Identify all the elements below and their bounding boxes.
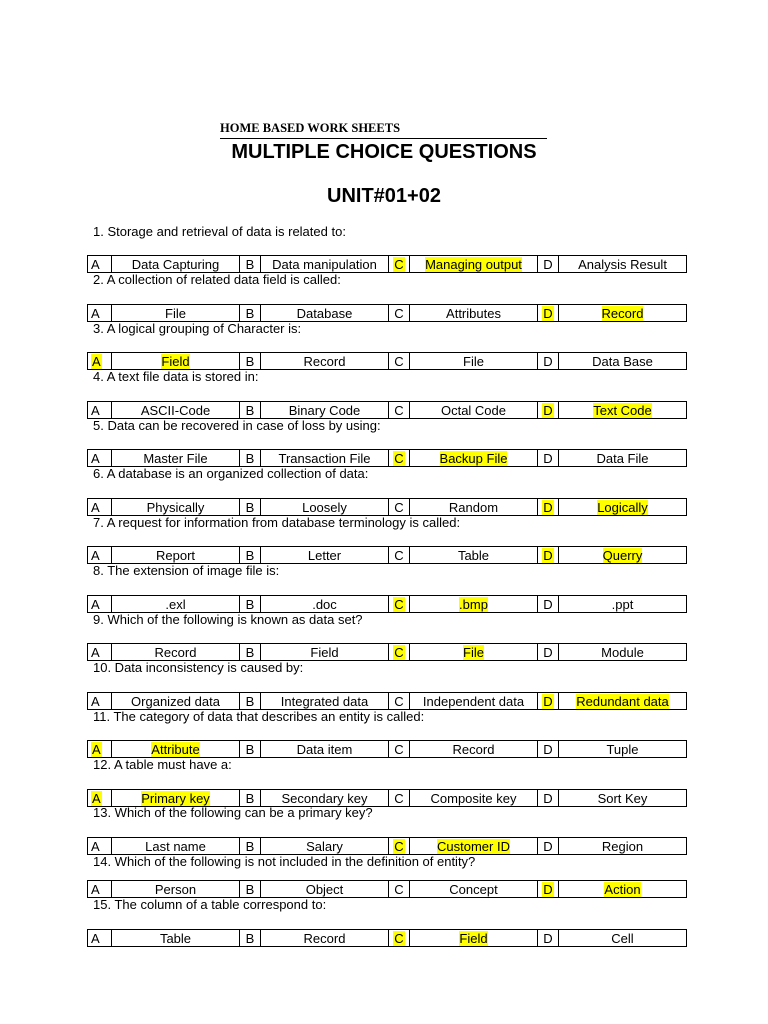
option-letter-cell — [389, 353, 410, 370]
option-letter: A — [91, 644, 100, 660]
correct-answer-text: Backup File — [439, 450, 508, 466]
option-answer-cell — [559, 305, 687, 322]
option-letter: C — [394, 644, 404, 660]
option-letter-cell — [240, 402, 261, 419]
option-letter-cell — [240, 596, 261, 613]
option-answer-cell — [559, 790, 687, 807]
option-letter-cell — [538, 693, 559, 710]
options-row — [88, 353, 687, 370]
options-row — [88, 450, 687, 467]
option-letter-cell — [88, 256, 112, 273]
option-text: Record — [303, 353, 346, 369]
option-letter-cell — [240, 499, 261, 516]
options-row — [88, 930, 687, 947]
option-answer-cell — [559, 881, 687, 898]
option-letter-cell — [389, 693, 410, 710]
option-answer-cell — [261, 256, 389, 273]
option-answer-cell — [261, 838, 389, 855]
option-text: Analysis Result — [578, 256, 667, 272]
option-letter: C — [394, 305, 404, 321]
options-row — [88, 402, 687, 419]
option-text: Field — [310, 644, 339, 660]
option-text: Random — [448, 499, 499, 515]
option-text: Binary Code — [288, 402, 361, 418]
option-letter: D — [543, 644, 553, 660]
option-answer-cell — [559, 741, 687, 758]
correct-answer-text: File — [463, 644, 484, 660]
option-text: Master File — [143, 450, 208, 466]
option-text: ASCII-Code — [140, 402, 211, 418]
options-table — [87, 546, 687, 564]
option-letter-cell — [88, 741, 112, 758]
options-row — [88, 596, 687, 613]
correct-answer-text: Record — [601, 305, 644, 321]
option-text: Secondary key — [281, 790, 368, 806]
option-text: File — [165, 305, 186, 321]
option-text: Table — [457, 547, 490, 563]
option-answer-cell — [559, 353, 687, 370]
option-text: .doc — [312, 596, 337, 612]
option-answer-cell — [410, 790, 538, 807]
option-text: Object — [305, 881, 344, 897]
option-answer-cell — [261, 790, 389, 807]
option-text: Region — [601, 838, 644, 854]
option-text: Report — [155, 547, 196, 563]
option-answer-cell — [261, 402, 389, 419]
option-letter-cell — [389, 790, 410, 807]
correct-answer-text: Attribute — [151, 741, 200, 757]
correct-answer-text: Field — [459, 930, 488, 946]
option-answer-cell — [559, 930, 687, 947]
options-table — [87, 929, 687, 947]
option-answer-cell — [261, 305, 389, 322]
option-letter-cell — [538, 881, 559, 898]
option-letter-cell — [538, 547, 559, 564]
option-text: .exl — [165, 596, 186, 612]
question-text: 5. Data can be recovered in case of loss by using: — [93, 418, 381, 433]
question-text: 14. Which of the following is not included in the definition of entity? — [93, 854, 476, 869]
option-letter: D — [543, 741, 553, 757]
option-letter: C — [394, 402, 404, 418]
question-text: 4. A text file data is stored in: — [93, 369, 259, 384]
option-answer-cell — [112, 353, 240, 370]
option-letter: B — [245, 256, 255, 272]
option-letter-cell — [389, 741, 410, 758]
option-answer-cell — [559, 596, 687, 613]
option-answer-cell — [112, 305, 240, 322]
option-letter: A — [92, 353, 101, 369]
option-letter: A — [91, 402, 100, 418]
correct-answer-text: Customer ID — [437, 838, 510, 854]
option-text: Organized data — [131, 693, 220, 709]
option-letter: D — [543, 402, 553, 418]
correct-answer-text: Redundant data — [576, 693, 669, 709]
option-letter-cell — [88, 693, 112, 710]
option-letter: A — [91, 930, 100, 946]
option-letter-cell — [538, 402, 559, 419]
option-letter-cell — [88, 450, 112, 467]
option-text: Record — [154, 644, 197, 660]
option-answer-cell — [410, 838, 538, 855]
option-letter-cell — [389, 402, 410, 419]
option-text: Octal Code — [440, 402, 507, 418]
option-answer-cell — [112, 256, 240, 273]
option-letter: C — [394, 930, 404, 946]
question-text: 7. A request for information from database terminology is called: — [93, 515, 461, 530]
option-letter: D — [543, 693, 553, 709]
option-answer-cell — [261, 499, 389, 516]
option-answer-cell — [410, 353, 538, 370]
correct-answer-text: Action — [604, 881, 641, 897]
option-letter-cell — [240, 790, 261, 807]
option-answer-cell — [559, 547, 687, 564]
option-letter: A — [92, 741, 101, 757]
option-text: Module — [601, 644, 644, 660]
option-answer-cell — [261, 353, 389, 370]
option-answer-cell — [410, 450, 538, 467]
option-letter: B — [245, 693, 255, 709]
options-table — [87, 643, 687, 661]
option-text: Database — [296, 305, 353, 321]
option-letter-cell — [88, 596, 112, 613]
option-letter: D — [543, 838, 553, 854]
option-letter-cell — [538, 838, 559, 855]
options-row — [88, 693, 687, 710]
options-table — [87, 352, 687, 370]
options-table — [87, 498, 687, 516]
option-letter-cell — [240, 256, 261, 273]
option-letter: D — [543, 596, 553, 612]
option-answer-cell — [410, 499, 538, 516]
option-letter: B — [245, 499, 255, 515]
option-letter-cell — [389, 881, 410, 898]
correct-answer-text: Querry — [602, 547, 643, 563]
option-text: Attributes — [446, 305, 501, 321]
option-letter: B — [245, 644, 255, 660]
option-text: Data Capturing — [131, 256, 220, 272]
option-letter: A — [91, 450, 100, 466]
option-letter-cell — [538, 353, 559, 370]
option-letter: D — [543, 353, 553, 369]
option-letter-cell — [389, 499, 410, 516]
question-text: 8. The extension of image file is: — [93, 563, 280, 578]
option-letter: C — [394, 596, 404, 612]
option-letter: B — [245, 838, 255, 854]
option-letter: A — [91, 881, 100, 897]
option-text: Physically — [146, 499, 205, 515]
option-letter-cell — [240, 644, 261, 661]
option-letter-cell — [240, 305, 261, 322]
option-letter-cell — [240, 547, 261, 564]
option-answer-cell — [410, 644, 538, 661]
option-answer-cell — [410, 547, 538, 564]
option-letter-cell — [88, 402, 112, 419]
option-text: Loosely — [302, 499, 347, 515]
page-title: MULTIPLE CHOICE QUESTIONS — [231, 141, 537, 163]
option-answer-cell — [112, 402, 240, 419]
option-answer-cell — [410, 930, 538, 947]
options-table — [87, 880, 687, 898]
question-text: 9. Which of the following is known as data set? — [93, 612, 363, 627]
option-letter-cell — [389, 930, 410, 947]
options-row — [88, 305, 687, 322]
option-answer-cell — [112, 930, 240, 947]
option-letter-cell — [389, 596, 410, 613]
option-letter-cell — [538, 499, 559, 516]
option-text: Table — [159, 930, 192, 946]
options-table — [87, 255, 687, 273]
option-letter: B — [245, 881, 255, 897]
option-answer-cell — [559, 693, 687, 710]
option-letter-cell — [240, 450, 261, 467]
option-letter: C — [394, 353, 404, 369]
option-letter: C — [394, 547, 404, 563]
option-letter-cell — [389, 838, 410, 855]
option-letter: A — [91, 499, 100, 515]
options-table — [87, 595, 687, 613]
option-text: Integrated data — [280, 693, 369, 709]
option-answer-cell — [112, 596, 240, 613]
option-text: Person — [154, 881, 197, 897]
option-letter-cell — [240, 930, 261, 947]
option-text: Data Base — [592, 353, 653, 369]
option-answer-cell — [112, 790, 240, 807]
option-letter-cell — [88, 881, 112, 898]
options-table — [87, 401, 687, 419]
option-answer-cell — [261, 596, 389, 613]
option-answer-cell — [559, 256, 687, 273]
option-letter: B — [245, 305, 255, 321]
option-answer-cell — [410, 402, 538, 419]
option-answer-cell — [261, 741, 389, 758]
option-letter-cell — [240, 693, 261, 710]
correct-answer-text: Primary key — [141, 790, 210, 806]
option-letter-cell — [240, 881, 261, 898]
option-text: File — [463, 353, 484, 369]
option-text: Data manipulation — [272, 256, 377, 272]
option-answer-cell — [410, 741, 538, 758]
option-letter: D — [543, 930, 553, 946]
option-letter: B — [245, 741, 255, 757]
option-letter-cell — [88, 547, 112, 564]
question-text: 11. The category of data that describes an entity is called: — [93, 709, 425, 724]
option-text: Cell — [611, 930, 634, 946]
option-answer-cell — [559, 644, 687, 661]
option-text: Concept — [449, 881, 498, 897]
option-letter-cell — [538, 450, 559, 467]
option-text: Sort Key — [597, 790, 648, 806]
option-letter: D — [543, 881, 553, 897]
option-answer-cell — [559, 402, 687, 419]
option-text: Composite key — [430, 790, 517, 806]
option-letter: C — [394, 499, 404, 515]
options-table — [87, 304, 687, 322]
option-letter: C — [394, 693, 404, 709]
option-answer-cell — [410, 693, 538, 710]
option-letter-cell — [538, 930, 559, 947]
question-text: 2. A collection of related data field is called: — [93, 272, 341, 287]
option-answer-cell — [112, 741, 240, 758]
option-answer-cell — [112, 693, 240, 710]
option-letter: D — [543, 305, 553, 321]
option-letter: A — [91, 305, 100, 321]
option-answer-cell — [112, 644, 240, 661]
option-letter: A — [91, 256, 100, 272]
option-letter: A — [92, 790, 101, 806]
option-letter: B — [245, 450, 255, 466]
option-letter-cell — [538, 256, 559, 273]
option-letter-cell — [88, 499, 112, 516]
option-text: Last name — [145, 838, 206, 854]
option-letter: D — [543, 256, 553, 272]
option-letter: C — [394, 881, 404, 897]
options-row — [88, 499, 687, 516]
option-answer-cell — [410, 305, 538, 322]
option-answer-cell — [261, 547, 389, 564]
correct-answer-text: Logically — [597, 499, 648, 515]
question-text: 13. Which of the following can be a primary key? — [93, 805, 373, 820]
option-letter-cell — [538, 596, 559, 613]
option-letter: D — [543, 499, 553, 515]
option-letter-cell — [538, 305, 559, 322]
correct-answer-text: .bmp — [459, 596, 488, 612]
option-letter-cell — [88, 305, 112, 322]
option-letter: B — [245, 596, 255, 612]
option-text: Transaction File — [278, 450, 371, 466]
option-letter: D — [543, 790, 553, 806]
options-table — [87, 740, 687, 758]
options-row — [88, 741, 687, 758]
options-row — [88, 838, 687, 855]
option-text: Independent data — [422, 693, 525, 709]
question-text: 3. A logical grouping of Character is: — [93, 321, 302, 336]
option-answer-cell — [261, 450, 389, 467]
question-text: 6. A database is an organized collection of data: — [93, 466, 369, 481]
option-letter: B — [245, 402, 255, 418]
options-row — [88, 547, 687, 564]
worksheet-label: HOME BASED WORK SHEETS — [220, 121, 401, 135]
option-letter-cell — [88, 838, 112, 855]
option-letter: C — [394, 790, 404, 806]
option-text: Record — [303, 930, 346, 946]
option-answer-cell — [112, 881, 240, 898]
option-letter: C — [394, 256, 404, 272]
header-underline — [220, 138, 547, 139]
option-letter: B — [245, 930, 255, 946]
option-text: .ppt — [611, 596, 634, 612]
correct-answer-text: Field — [161, 353, 190, 369]
option-answer-cell — [112, 499, 240, 516]
option-answer-cell — [261, 644, 389, 661]
option-letter: B — [245, 790, 255, 806]
option-text: Tuple — [606, 741, 639, 757]
option-letter: A — [91, 547, 100, 563]
correct-answer-text: Managing output — [425, 256, 522, 272]
option-text: Record — [452, 741, 495, 757]
option-answer-cell — [261, 693, 389, 710]
option-text: Letter — [307, 547, 342, 563]
option-answer-cell — [559, 838, 687, 855]
option-letter: C — [394, 450, 404, 466]
option-answer-cell — [559, 499, 687, 516]
option-letter-cell — [389, 450, 410, 467]
option-answer-cell — [112, 450, 240, 467]
question-text: 10. Data inconsistency is caused by: — [93, 660, 304, 675]
question-text: 12. A table must have a: — [93, 757, 232, 772]
option-answer-cell — [112, 547, 240, 564]
question-text: 15. The column of a table correspond to: — [93, 897, 327, 912]
option-letter: C — [394, 838, 404, 854]
option-letter-cell — [389, 547, 410, 564]
option-text: Salary — [306, 838, 343, 854]
option-answer-cell — [112, 838, 240, 855]
option-letter: A — [91, 693, 100, 709]
option-letter: D — [543, 547, 553, 563]
option-text: Data item — [296, 741, 353, 757]
option-letter-cell — [88, 644, 112, 661]
option-answer-cell — [261, 930, 389, 947]
option-answer-cell — [410, 596, 538, 613]
options-row — [88, 790, 687, 807]
option-letter: A — [91, 596, 100, 612]
option-letter-cell — [88, 930, 112, 947]
options-table — [87, 692, 687, 710]
option-letter-cell — [88, 353, 112, 370]
options-row — [88, 881, 687, 898]
option-letter-cell — [389, 305, 410, 322]
option-letter: D — [543, 450, 553, 466]
option-answer-cell — [410, 881, 538, 898]
options-row — [88, 256, 687, 273]
option-letter-cell — [240, 741, 261, 758]
option-letter-cell — [538, 790, 559, 807]
option-letter: B — [245, 353, 255, 369]
option-letter-cell — [240, 838, 261, 855]
unit-subtitle: UNIT#01+02 — [327, 185, 441, 207]
correct-answer-text: Text Code — [593, 402, 652, 418]
option-answer-cell — [410, 256, 538, 273]
question-text: 1. Storage and retrieval of data is related to: — [93, 224, 346, 239]
option-letter-cell — [240, 353, 261, 370]
option-answer-cell — [559, 450, 687, 467]
options-table — [87, 449, 687, 467]
option-answer-cell — [261, 881, 389, 898]
options-table — [87, 837, 687, 855]
option-letter: B — [245, 547, 255, 563]
option-letter: C — [394, 741, 404, 757]
option-letter-cell — [389, 644, 410, 661]
option-letter-cell — [538, 741, 559, 758]
option-letter-cell — [389, 256, 410, 273]
option-letter-cell — [88, 790, 112, 807]
option-letter: A — [91, 838, 100, 854]
option-text: Data File — [596, 450, 649, 466]
option-letter-cell — [538, 644, 559, 661]
options-row — [88, 644, 687, 661]
